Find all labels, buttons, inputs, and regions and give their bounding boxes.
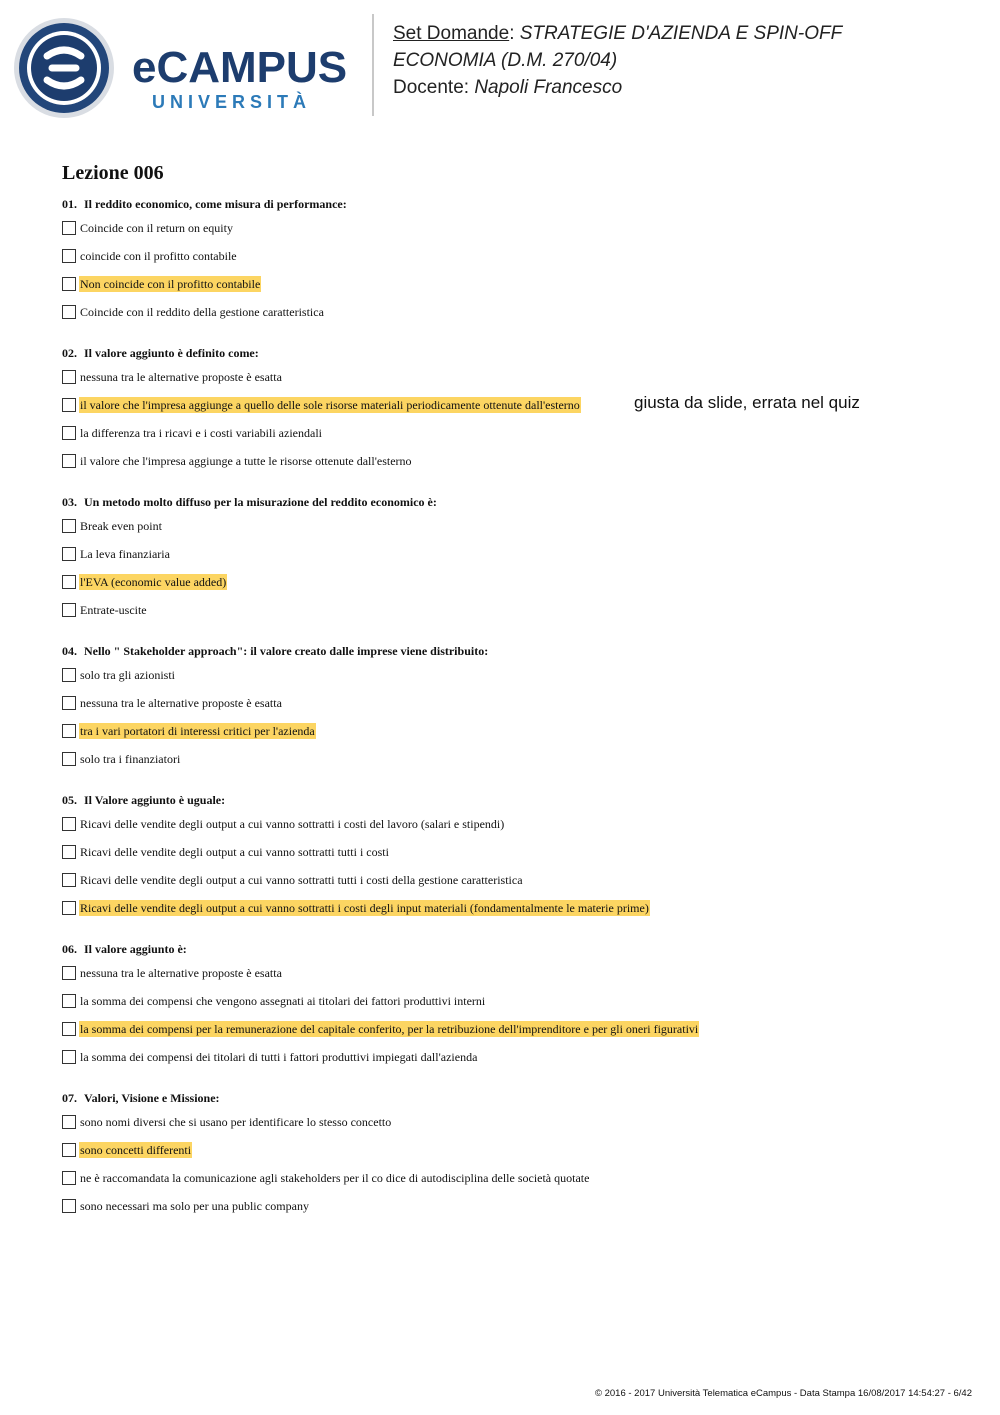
answer-checkbox[interactable] (62, 1022, 76, 1036)
question-number: 07. (62, 1091, 77, 1105)
answer-text: solo tra gli azionisti (80, 668, 175, 682)
answer-option (62, 667, 962, 695)
question-block (62, 345, 962, 481)
answer-text: ne è raccomandata la comunicazione agli stakeholders per il co dice di autodisciplina delle società quotate (80, 1171, 590, 1185)
header-divider (372, 14, 374, 116)
header-text (393, 20, 983, 101)
answer-text: coincide con il profitto contabile (80, 249, 237, 263)
answer-checkbox[interactable] (62, 547, 76, 561)
answer-text-highlighted: la somma dei compensi per la remunerazione del capitale conferito, per la retribuzione dell'imprenditore e per gli oneri figurativi (80, 1022, 699, 1036)
answer-option (62, 1114, 962, 1142)
course-title: STRATEGIE D'AZIENDA E SPIN-OFF (519, 23, 843, 44)
answer-checkbox[interactable] (62, 668, 76, 682)
teacher-label: Docente: (393, 77, 475, 98)
answer-option (62, 546, 962, 574)
question-label: Il reddito economico, come misura di performance: (84, 197, 347, 211)
answer-checkbox[interactable] (62, 994, 76, 1008)
answer-checkbox[interactable] (62, 901, 76, 915)
answer-option (62, 751, 962, 779)
footer-text: © 2016 - 2017 Università Telematica eCampus - Data Stampa 16/08/2017 14:54:27 - 6/42 (594, 1388, 972, 1399)
question-block (62, 494, 962, 630)
answer-checkbox[interactable] (62, 845, 76, 859)
answer-text: Entrate-uscite (80, 603, 147, 617)
answer-text: il valore che l'impresa aggiunge a tutte le risorse ottenute dall'esterno (80, 454, 412, 468)
answer-option (62, 1198, 962, 1226)
question-number: 05. (62, 793, 77, 807)
answer-checkbox[interactable] (62, 724, 76, 738)
question-block (62, 941, 962, 1077)
logo-sub-text: UNIVERSITÀ (152, 92, 312, 112)
answer-option (62, 425, 962, 453)
answer-text: nessuna tra le alternative proposte è esatta (80, 966, 282, 980)
question-text (62, 1090, 962, 1107)
set-label: Set Domande (393, 23, 510, 44)
answer-checkbox[interactable] (62, 398, 76, 412)
answer-checkbox[interactable] (62, 575, 76, 589)
answer-option (62, 900, 962, 928)
question-block (62, 643, 962, 779)
question-label: Il valore aggiunto è: (84, 942, 187, 956)
question-number: 03. (62, 495, 77, 509)
question-block (62, 196, 962, 332)
answer-checkbox[interactable] (62, 305, 76, 319)
answer-checkbox[interactable] (62, 1143, 76, 1157)
answer-option (62, 816, 962, 844)
answer-option (62, 276, 962, 304)
question-text (62, 643, 962, 660)
answer-text: Ricavi delle vendite degli output a cui vanno sottratti i costi del lavoro (salari e stipendi) (80, 817, 505, 831)
question-number: 04. (62, 644, 77, 658)
answer-checkbox[interactable] (62, 370, 76, 384)
answer-option (62, 872, 962, 900)
answer-option (62, 304, 962, 332)
question-number: 02. (62, 346, 77, 360)
logo-brand-text: eCAMPUS (132, 43, 348, 92)
answer-checkbox[interactable] (62, 603, 76, 617)
question-text (62, 941, 962, 958)
question-text (62, 345, 962, 362)
answer-text: la somma dei compensi che vengono assegnati ai titolari dei fattori produttivi interni (80, 994, 486, 1008)
questions-list (62, 196, 962, 1239)
answer-checkbox[interactable] (62, 752, 76, 766)
answer-checkbox[interactable] (62, 277, 76, 291)
answer-text: nessuna tra le alternative proposte è esatta (80, 370, 282, 384)
answer-option (62, 1170, 962, 1198)
answer-option (62, 1021, 962, 1049)
answer-text-highlighted: sono concetti differenti (80, 1143, 192, 1157)
question-label: Nello " Stakeholder approach": il valore creato dalle imprese viene distribuito: (84, 644, 489, 658)
answer-checkbox[interactable] (62, 426, 76, 440)
question-label: Il Valore aggiunto è uguale: (84, 793, 226, 807)
answer-option (62, 965, 962, 993)
answer-checkbox[interactable] (62, 873, 76, 887)
answer-text: la somma dei compensi dei titolari di tutti i fattori produttivi impiegati dall'azienda (80, 1050, 478, 1064)
answer-checkbox[interactable] (62, 966, 76, 980)
answer-checkbox[interactable] (62, 1115, 76, 1129)
answer-checkbox[interactable] (62, 249, 76, 263)
question-block (62, 792, 962, 928)
answer-text: Break even point (80, 519, 162, 533)
question-label: Valori, Visione e Missione: (84, 1091, 220, 1105)
answer-text: Coincide con il reddito della gestione caratteristica (80, 305, 324, 319)
question-text (62, 494, 962, 511)
answer-text-highlighted: tra i vari portatori di interessi critici per l'azienda (80, 724, 315, 738)
answer-option (62, 1049, 962, 1077)
teacher-line (393, 74, 983, 101)
answer-checkbox[interactable] (62, 696, 76, 710)
teacher-name: Napoli Francesco (474, 77, 623, 98)
answer-checkbox[interactable] (62, 221, 76, 235)
answer-checkbox[interactable] (62, 519, 76, 533)
answer-text: Ricavi delle vendite degli output a cui vanno sottratti tutti i costi (80, 845, 389, 859)
side-note: giusta da slide, errata nel quiz (634, 393, 860, 412)
lesson-title: Lezione 006 (62, 162, 164, 184)
answer-option (62, 602, 962, 630)
answer-checkbox[interactable] (62, 817, 76, 831)
answer-option (62, 723, 962, 751)
answer-option (62, 695, 962, 723)
question-text (62, 196, 962, 213)
answer-option (62, 518, 962, 546)
answer-text-highlighted: Non coincide con il profitto contabile (80, 277, 261, 291)
answer-option (62, 393, 962, 425)
question-number: 06. (62, 942, 77, 956)
question-label: Il valore aggiunto è definito come: (84, 346, 259, 360)
ecampus-logo (14, 16, 364, 120)
answer-checkbox[interactable] (62, 1050, 76, 1064)
answer-text: Ricavi delle vendite degli output a cui vanno sottratti tutti i costi della gestione caratteristica (80, 873, 523, 887)
answer-option (62, 453, 962, 481)
answer-text: solo tra i finanziatori (80, 752, 181, 766)
answer-option (62, 844, 962, 872)
answer-text: sono necessari ma solo per una public company (80, 1199, 309, 1213)
answer-text: nessuna tra le alternative proposte è esatta (80, 696, 282, 710)
answer-checkbox[interactable] (62, 1199, 76, 1213)
answer-checkbox[interactable] (62, 454, 76, 468)
question-text (62, 792, 962, 809)
answer-option (62, 1142, 962, 1170)
answer-option (62, 248, 962, 276)
answer-option (62, 993, 962, 1021)
answer-option (62, 574, 962, 602)
answer-text-highlighted: l'EVA (economic value added) (80, 575, 227, 589)
answer-text-highlighted: Ricavi delle vendite degli output a cui vanno sottratti i costi degli input materiali (fondamentalmente le materie prime) (80, 901, 649, 915)
answer-text: Coincide con il return on equity (80, 221, 233, 235)
answer-text: sono nomi diversi che si usano per identificare lo stesso concetto (80, 1115, 392, 1129)
answer-text-highlighted: il valore che l'impresa aggiunge a quello delle sole risorse materiali periodicamente ottenute dall'esterno (80, 398, 580, 412)
answer-option (62, 220, 962, 248)
answer-text: La leva finanziaria (80, 547, 170, 561)
course-subtitle: ECONOMIA (D.M. 270/04) (393, 50, 618, 71)
question-number: 01. (62, 197, 77, 211)
answer-checkbox[interactable] (62, 1171, 76, 1185)
header-course-line: Set Domande: STRATEGIE D'AZIENDA E SPIN-OFF (393, 23, 843, 44)
question-block (62, 1090, 962, 1226)
answer-text: la differenza tra i ricavi e i costi variabili aziendali (80, 426, 322, 440)
question-label: Un metodo molto diffuso per la misurazione del reddito economico è: (84, 495, 437, 509)
